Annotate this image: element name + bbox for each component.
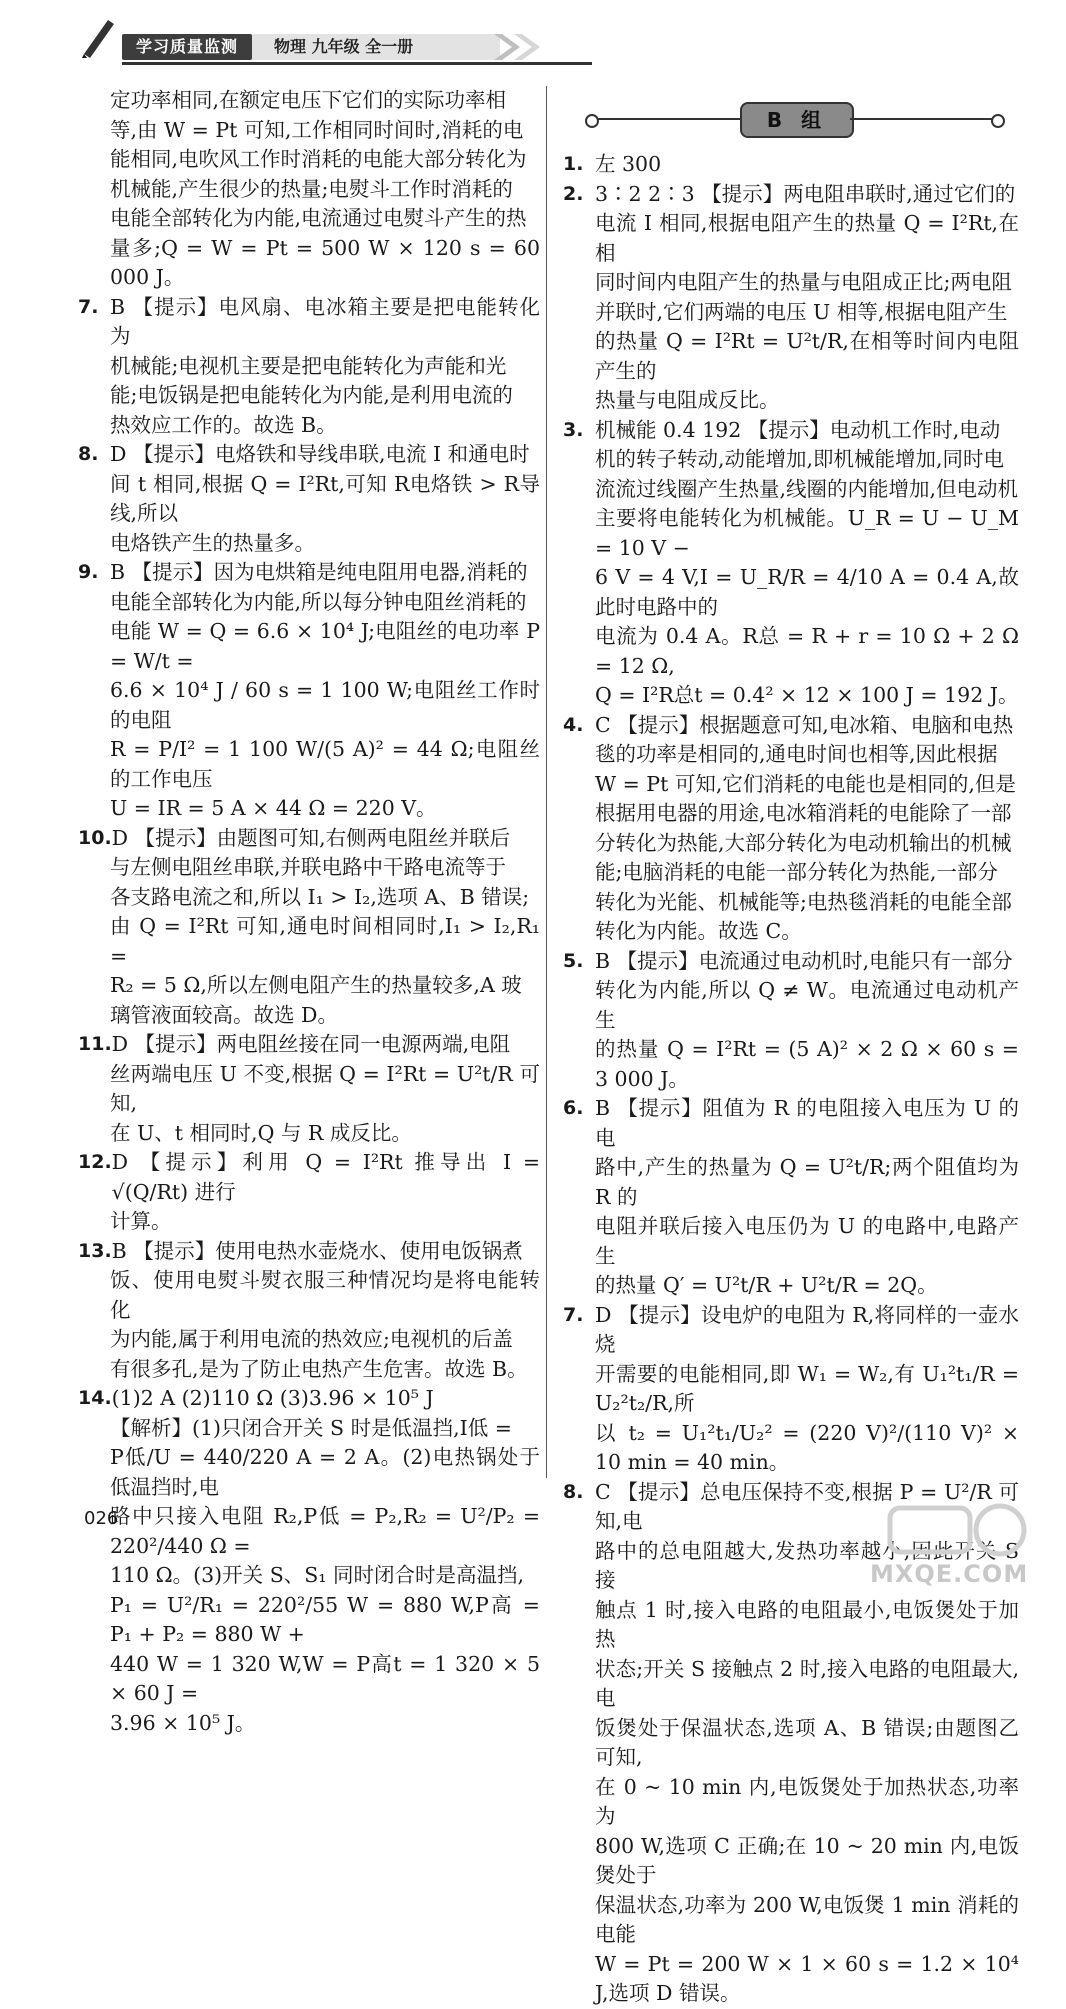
answer-line: D 【提示】两电阻丝接在同一电源两端,电阻 bbox=[111, 1032, 511, 1056]
chevron-right-icon bbox=[490, 32, 550, 62]
answer-line: 电能全部转化为内能,所以每分钟电阻丝消耗的 bbox=[110, 589, 527, 614]
answer-number: 7. bbox=[563, 1303, 584, 1326]
page-number: 026 bbox=[84, 1508, 119, 1529]
answer-line: 的热量 Q = I²Rt = U²t/R,在相等时间内电阻产生的 bbox=[595, 329, 1019, 383]
answer-number: 8. bbox=[78, 443, 99, 465]
answer-number: 7. bbox=[78, 295, 99, 318]
answer-number: 12. bbox=[78, 1151, 112, 1173]
answer-line: 电烙铁产生的热量多。 bbox=[110, 530, 315, 555]
answer-item bbox=[78, 1384, 540, 1738]
answer-line: 的热量 Q′ = U²t/R + U²t/R = 2Q。 bbox=[595, 1273, 938, 1297]
answer-item bbox=[78, 824, 540, 1031]
answer-number: 3. bbox=[563, 418, 584, 441]
answer-line: B 【提示】电流通过电动机时,电能只有一部分 bbox=[595, 948, 1013, 973]
banner-dot-right bbox=[991, 114, 1005, 128]
book-subtitle: 物理 九年级 全一册 bbox=[274, 37, 414, 56]
answer-line: 在 U、t 相同时,Q 与 R 成反比。 bbox=[110, 1120, 412, 1145]
answer-line: 与左侧电阻丝串联,并联电路中干路电流等于 bbox=[110, 855, 507, 879]
answer-line: 为内能,属于利用电流的热效应;电视机的后盖 bbox=[110, 1327, 513, 1351]
watermark-text: MXQE.COM bbox=[870, 1560, 1029, 1588]
answer-line: 根据用电器的用途,电冰箱消耗的电能除了一部 bbox=[595, 801, 1012, 825]
answer-first-line bbox=[78, 293, 540, 352]
answer-line: 饭煲处于保温状态,选项 A、B 错误;由题图乙可知, bbox=[595, 1715, 1019, 1769]
answer-line: 分转化为热能,大部分转化为电动机输出的机械 bbox=[595, 830, 1012, 855]
answer-line: D 【提示】电烙铁和导线串联,电流 I 和通电时 bbox=[110, 442, 530, 466]
answer-line: 触点 1 时,接入电路的电阻最小,电饭煲处于加热 bbox=[595, 1597, 1019, 1651]
answer-line: 各支路电流之和,所以 I₁ > I₂,选项 A、B 错误; bbox=[110, 884, 530, 909]
left-answer-list bbox=[78, 293, 540, 1739]
answer-line: 在 0 ~ 10 min 内,电饭煲处于加热状态,功率为 bbox=[595, 1774, 1019, 1828]
answer-number: 6. bbox=[563, 1097, 584, 1119]
answer-first-line bbox=[563, 180, 1019, 210]
answer-line: 转化为内能,所以 Q ≠ W。电流通过电动机产生 bbox=[595, 978, 1019, 1032]
banner-line-right bbox=[850, 118, 993, 120]
answer-number: 4. bbox=[563, 713, 584, 736]
answer-first-line bbox=[563, 947, 1019, 977]
series-title: 学习质量监测 bbox=[122, 34, 252, 60]
answer-item bbox=[563, 1094, 1019, 1301]
answer-item bbox=[78, 1030, 540, 1148]
header-underline bbox=[122, 62, 592, 65]
answer-item bbox=[78, 440, 540, 558]
answer-item bbox=[78, 558, 540, 824]
answer-line: B 【提示】因为电烘箱是纯电阻用电器,消耗的 bbox=[110, 560, 528, 584]
answer-line: D 【提示】设电炉的电阻为 R,将同样的一壶水烧 bbox=[595, 1302, 1019, 1356]
answer-number: 10. bbox=[78, 826, 112, 849]
answer-line: W = Pt 可知,它们消耗的电能也是相同的,但是 bbox=[595, 771, 1016, 796]
answer-line: 6 V = 4 V,I = U_R/R = 4/10 A = 0.4 A,故此时电路中的 bbox=[595, 565, 1019, 619]
answer-line: 的热量 Q = I²Rt = (5 A)² × 2 Ω × 60 s = 3 000 J。 bbox=[595, 1037, 1019, 1091]
answer-line: 热量与电阻成反比。 bbox=[595, 388, 780, 412]
answer-line: 110 Ω。(3)开关 S、S₁ 同时闭合时是高温挡, bbox=[110, 1563, 525, 1587]
answer-line: 机械能,产生很少的热量;电熨斗工作时消耗的 bbox=[110, 176, 513, 201]
group-b-label: B 组 bbox=[740, 102, 854, 138]
answer-line: 3∶2 2∶3 【提示】两电阻串联时,通过它们的 bbox=[595, 181, 1016, 206]
answer-line: 路中只接入电阻 R₂,P低 = P₂,R₂ = U²/P₂ = 220²/440 Ω = bbox=[110, 1504, 540, 1558]
answer-line: R₂ = 5 Ω,所以左侧电阻产生的热量较多,A 玻 bbox=[110, 973, 522, 997]
answer-line: W = Pt = 200 W × 1 × 60 s = 1.2 × 10⁴ J,选项 D 错误。 bbox=[595, 1951, 1019, 2005]
answer-line: 6.6 × 10⁴ J / 60 s = 1 100 W;电阻丝工作时的电阻 bbox=[110, 678, 540, 732]
banner-dot-left bbox=[585, 114, 599, 128]
answer-line: C 【提示】总电压保持不变,根据 P = U²/R 可知,电 bbox=[595, 1479, 1019, 1533]
answer-line: 量多;Q = W = Pt = 500 W × 120 s = 60 000 J。 bbox=[110, 235, 540, 289]
answer-item bbox=[563, 180, 1019, 416]
answer-line: C 【提示】根据题意可知,电冰箱、电脑和电热 bbox=[595, 712, 1014, 737]
answer-line: 由 Q = I²Rt 可知,通电时间相同时,I₁ > I₂,R₁ = bbox=[110, 914, 540, 968]
answer-line: 以 t₂ = U₁²t₁/U₂² = (220 V)²/(110 V)² × 10 min = 40 min。 bbox=[595, 1420, 1019, 1474]
answer-line: 开需要的电能相同,即 W₁ = W₂,有 U₁²t₁/R = U₂²t₂/R,所 bbox=[595, 1361, 1019, 1415]
answer-item bbox=[78, 1148, 540, 1237]
answer-line: 路中,产生的热量为 Q = U²t/R;两个阻值均为 R 的 bbox=[595, 1155, 1019, 1209]
answer-line: 热效应工作的。故选 B。 bbox=[110, 412, 337, 437]
answer-item bbox=[563, 1301, 1019, 1478]
answer-line: 电能 W = Q = 6.6 × 10⁴ J;电阻丝的电功率 P = W/t = bbox=[110, 619, 540, 673]
answer-line: 保温状态,功率为 200 W,电饭煲 1 min 消耗的电能 bbox=[595, 1892, 1019, 1946]
answer-line: P₁ = U²/R₁ = 220²/55 W = 880 W,P高 = P₁ + P₂ = 880 W + bbox=[110, 1592, 540, 1646]
answer-first-line bbox=[78, 824, 540, 854]
answer-line: 左 300 bbox=[595, 152, 662, 176]
pen-icon bbox=[78, 14, 118, 58]
answer-first-line bbox=[563, 150, 1019, 180]
answer-line: 机的转子转动,动能增加,即机械能增加,同时电 bbox=[595, 447, 1005, 471]
answer-first-line bbox=[78, 558, 540, 588]
answer-line: U = IR = 5 A × 44 Ω = 220 V。 bbox=[110, 796, 437, 820]
answer-line: 定功率相同,在额定电压下它们的实际功率相 bbox=[110, 88, 507, 112]
right-column bbox=[563, 150, 1019, 2009]
answer-line: 电流 I 相同,根据电阻产生的热量 Q = I²Rt,在相 bbox=[595, 211, 1019, 265]
banner-line-left bbox=[597, 118, 740, 120]
group-b-banner bbox=[585, 102, 1005, 136]
answer-first-line bbox=[563, 416, 1019, 446]
answer-line: B 【提示】阻值为 R 的电阻接入电压为 U 的电 bbox=[595, 1096, 1019, 1150]
answer-line: 能相同,电吹风工作时消耗的电能大部分转化为 bbox=[110, 147, 527, 171]
answer-first-line bbox=[563, 1301, 1019, 1360]
answer-item bbox=[563, 150, 1019, 180]
answer-line: 路中的总电阻越大,发热功率越小,因此开关 S 接 bbox=[595, 1538, 1019, 1592]
left-column bbox=[78, 86, 540, 1738]
answer-line: 有很多孔,是为了防止电热产生危害。故选 B。 bbox=[110, 1356, 528, 1381]
answer-first-line bbox=[78, 1237, 540, 1267]
answer-6-continuation bbox=[78, 86, 540, 293]
answer-line: 【解析】(1)只闭合开关 S 时是低温挡,I低 = bbox=[110, 1415, 512, 1440]
answer-line: 电能全部转化为内能,电流通过电熨斗产生的热 bbox=[110, 206, 527, 230]
answer-line: 能;电饭锅是把电能转化为内能,是利用电流的 bbox=[110, 383, 513, 407]
answer-line: 转化为内能。故选 C。 bbox=[595, 919, 802, 943]
answer-line: 同时间内电阻产生的热量与电阻成正比;两电阻 bbox=[595, 270, 1012, 294]
answer-line: 机械能 0.4 192 【提示】电动机工作时,电动 bbox=[595, 417, 1001, 442]
answer-item bbox=[78, 1237, 540, 1385]
answer-line: Q = I²R总t = 0.4² × 12 × 100 J = 192 J。 bbox=[595, 683, 1019, 707]
answer-number: 14. bbox=[78, 1387, 112, 1409]
answer-number: 8. bbox=[563, 1480, 584, 1503]
answer-first-line bbox=[563, 1094, 1019, 1153]
answer-number: 9. bbox=[78, 561, 99, 583]
answer-line: 能;电脑消耗的电能一部分转化为热能,一部分 bbox=[595, 860, 998, 884]
answer-line: 饭、使用电熨斗熨衣服三种情况均是将电能转化 bbox=[110, 1268, 540, 1322]
answer-item bbox=[563, 711, 1019, 947]
answer-line: B 【提示】电风扇、电冰箱主要是把电能转化为 bbox=[110, 294, 540, 348]
answer-line: 计算。 bbox=[110, 1209, 172, 1233]
right-answer-list bbox=[563, 150, 1019, 2009]
answer-line: D 【提示】由题图可知,右侧两电阻丝并联后 bbox=[111, 825, 511, 850]
answer-number: 2. bbox=[563, 182, 584, 205]
answer-line: D 【提示】利用 Q = I²Rt 推导出 I = √(Q/Rt) 进行 bbox=[111, 1150, 540, 1204]
answer-line: 状态;开关 S 接触点 2 时,接入电路的电阻最大,电 bbox=[595, 1656, 1019, 1710]
answer-line: 800 W,选项 C 正确;在 10 ~ 20 min 内,电饭煲处于 bbox=[595, 1833, 1019, 1887]
answer-line: P低/U = 440/220 A = 2 A。(2)电热锅处于低温挡时,电 bbox=[110, 1445, 540, 1499]
answer-number: 13. bbox=[78, 1239, 112, 1262]
answer-first-line bbox=[78, 1030, 540, 1060]
answer-line: 主要将电能转化为机械能。U_R = U − U_M = 10 V − bbox=[595, 506, 1019, 560]
answer-line: B 【提示】使用电热水壶烧水、使用电饭锅煮 bbox=[111, 1238, 523, 1263]
answer-item bbox=[563, 947, 1019, 1095]
answer-number: 11. bbox=[78, 1033, 112, 1055]
answer-line: 转化为光能、机械能等;电热毯消耗的电能全部 bbox=[595, 889, 1012, 914]
answer-line: 毯的功率是相同的,通电时间也相等,因此根据 bbox=[595, 742, 998, 766]
answer-line: 丝两端电压 U 不变,根据 Q = I²Rt = U²t/R 可知, bbox=[110, 1061, 540, 1115]
answer-line: (1)2 A (2)110 Ω (3)3.96 × 10⁵ J bbox=[111, 1386, 434, 1410]
answer-number: 1. bbox=[563, 153, 584, 175]
answer-line: 440 W = 1 320 W,W = P高t = 1 320 × 5 × 60 J = bbox=[110, 1651, 540, 1705]
answer-line: 3.96 × 10⁵ J。 bbox=[110, 1710, 256, 1735]
answer-first-line bbox=[78, 1148, 540, 1207]
answer-line: 等,由 W = Pt 可知,工作相同时间时,消耗的电 bbox=[110, 117, 524, 142]
answer-line: 间 t 相同,根据 Q = I²Rt,可知 R电烙铁 > R导线,所以 bbox=[110, 471, 540, 525]
answer-item bbox=[78, 293, 540, 441]
answer-first-line bbox=[78, 1384, 540, 1414]
answer-number: 5. bbox=[563, 949, 584, 972]
answer-line: 电流为 0.4 A。R总 = R + r = 10 Ω + 2 Ω = 12 Ω, bbox=[595, 624, 1019, 678]
page-header bbox=[60, 14, 520, 58]
answer-line: 璃管液面较高。故选 D。 bbox=[110, 1002, 338, 1027]
answer-line: 机械能;电视机主要是把电能转化为声能和光 bbox=[110, 353, 507, 378]
answer-first-line bbox=[563, 711, 1019, 741]
answer-line: 流流过线圈产生热量,线圈的内能增加,但电动机 bbox=[595, 476, 1019, 501]
answer-line: 并联时,它们两端的电压 U 相等,根据电阻产生 bbox=[595, 299, 1008, 324]
answer-item bbox=[563, 416, 1019, 711]
answer-line: R = P/I² = 1 100 W/(5 A)² = 44 Ω;电阻丝的工作电压 bbox=[110, 737, 540, 791]
column-divider bbox=[546, 86, 547, 1478]
answer-first-line bbox=[78, 440, 540, 470]
answer-line: 电阻并联后接入电压仍为 U 的电路中,电路产生 bbox=[595, 1214, 1019, 1268]
